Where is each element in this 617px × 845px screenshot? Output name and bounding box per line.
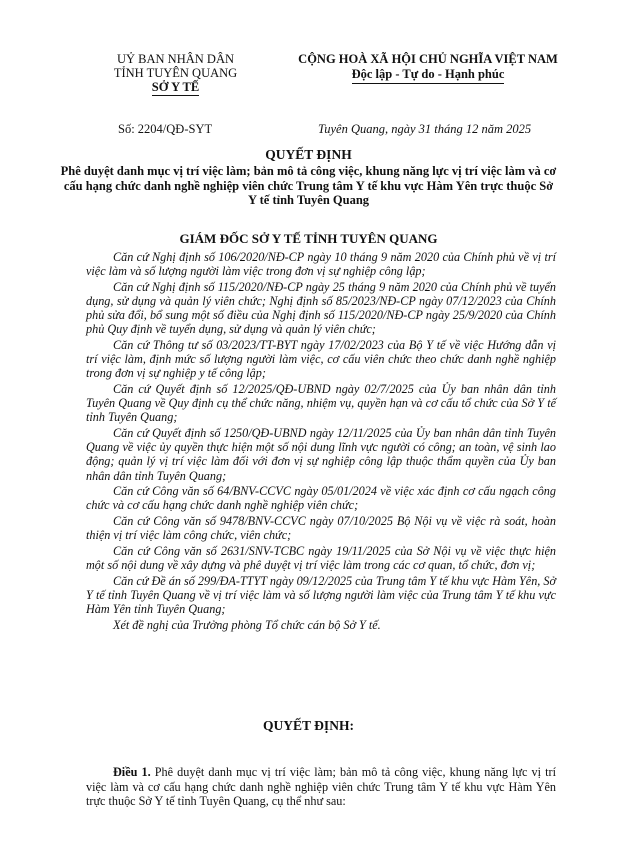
issuer-block <box>88 52 263 96</box>
legal-basis-item: Căn cứ Thông tư số 03/2023/TT-BYT ngày 17/02/2023 của Bộ Y tế về việc Hướng dẫn vị trí việc làm, định mức số lượng người làm việc, cơ cấu viên chức theo chức danh nghề nghiệp trong đơn vị sự nghiệp y tế công lập; <box>86 338 556 381</box>
national-motto: Độc lập - Tự do - Hạnh phúc <box>352 67 505 84</box>
decision-heading: QUYẾT ĐỊNH: <box>263 718 354 733</box>
legal-basis-item: Căn cứ Quyết định số 1250/QĐ-UBND ngày 12/11/2025 của Ủy ban nhân dân tỉnh Tuyên Quang về việc ủy quyền thực hiện một số nội dung lĩnh vực người có công; an toàn, vệ sinh lao động; quản lý vị trí việc làm đối với đơn vị sự nghiệp công lập thuộc thẩm quyền của Ủy ban nhân dân tỉnh Tuyên Quang; <box>86 426 556 483</box>
legal-basis-item: Căn cứ Công văn số 64/BNV-CCVC ngày 05/01/2024 về việc xác định cơ cấu ngạch công chức và cơ cấu hạng chức danh nghề nghiệp viên chức; <box>86 484 556 513</box>
legal-basis-item: Xét đề nghị của Trưởng phòng Tổ chức cán bộ Sở Y tế. <box>113 617 381 632</box>
legal-basis-item: Căn cứ Công văn số 9478/BNV-CCVC ngày 07/10/2025 Bộ Nội vụ về việc rà soát, hoàn thiện vị trí việc làm công chức, viên chức; <box>86 514 556 543</box>
document-number: Số: 2204/QĐ-SYT <box>118 122 213 136</box>
signer-title: GIÁM ĐỐC SỞ Y TẾ TỈNH TUYÊN QUANG <box>179 231 438 246</box>
document-subtitle: Phê duyệt danh mục vị trí việc làm; bản mô tả công việc, khung năng lực vị trí việc làm và cơ cấu hạng chức danh nghề nghiệp viên chức Trung tâm Y tế khu vực Hàm Yên trực thuộc Sở Y tế tỉnh Tuyên Quang <box>60 164 557 207</box>
document-date: Tuyên Quang, ngày 31 tháng 12 năm 2025 <box>318 122 532 136</box>
legal-basis-item: Căn cứ Đề án số 299/ĐA-TTYT ngày 09/12/2025 của Trung tâm Y tế khu vực Hàm Yên, Sở Y tế tỉnh Tuyên Quang về vị trí việc làm và số lượng người làm việc của Trung tâm Y tế khu vực Hàm Yên tỉnh Tuyên Quang; <box>86 573 556 616</box>
article-1-label: Điều 1. <box>113 765 151 779</box>
issuer-line-2: TỈNH TUYÊN QUANG <box>113 66 238 80</box>
issuer-line-1: UỶ BAN NHÂN DÂN <box>116 52 234 66</box>
document-title: QUYẾT ĐỊNH <box>265 147 352 162</box>
national-name: CỘNG HOÀ XÃ HỘI CHỦ NGHĨA VIỆT NAM <box>298 52 558 66</box>
legal-basis-item: Căn cứ Quyết định số 12/2025/QĐ-UBND ngày 02/7/2025 của Ủy ban nhân dân tỉnh Tuyên Quang về Quy định cụ thể chức năng, nhiệm vụ, quyền hạn và cơ cấu tổ chức của Sở Y tế tỉnh Tuyên Quang; <box>86 382 556 425</box>
issuer-department: SỞ Y TẾ <box>151 80 200 94</box>
national-motto-block <box>278 52 578 84</box>
legal-basis-item: Căn cứ Công văn số 2631/SNV-TCBC ngày 19/11/2025 của Sở Nội vụ về việc thực hiện một số nội dung về xây dựng và phê duyệt vị trí việc làm trong các cơ quan, tổ chức, đơn vị; <box>86 543 556 572</box>
legal-basis-item: Căn cứ Nghị định số 115/2020/NĐ-CP ngày 25 tháng 9 năm 2020 của Chính phủ về tuyển dụng, sử dụng và quản lý viên chức; Nghị định số 85/2023/NĐ-CP ngày 07/12/2023 của Chính phủ sửa đổi, bổ sung một số điều của Nghị định số 115/2020/NĐ-CP ngày 25/9/2020 của Chính phủ Quy định về tuyển dụng, sử dụng và quản lý viên chức; <box>86 279 556 337</box>
article-1 <box>86 765 556 809</box>
legal-basis-item: Căn cứ Nghị định số 106/2020/NĐ-CP ngày 10 tháng 9 năm 2020 của Chính phủ về vị trí việc làm và số lượng người làm việc trong đơn vị sự nghiệp công lập; <box>86 250 556 279</box>
article-1-text: Phê duyệt danh mục vị trí việc làm; bản mô tả công việc, khung năng lực vị trí việc làm và cơ cấu hạng chức danh nghề nghiệp viên chức Trung tâm Y tế khu vực Hàm Yên trực thuộc Sở Y tế tỉnh Tuyên Quang, cụ thể như sau: <box>86 765 556 808</box>
legal-basis-list <box>86 250 556 633</box>
